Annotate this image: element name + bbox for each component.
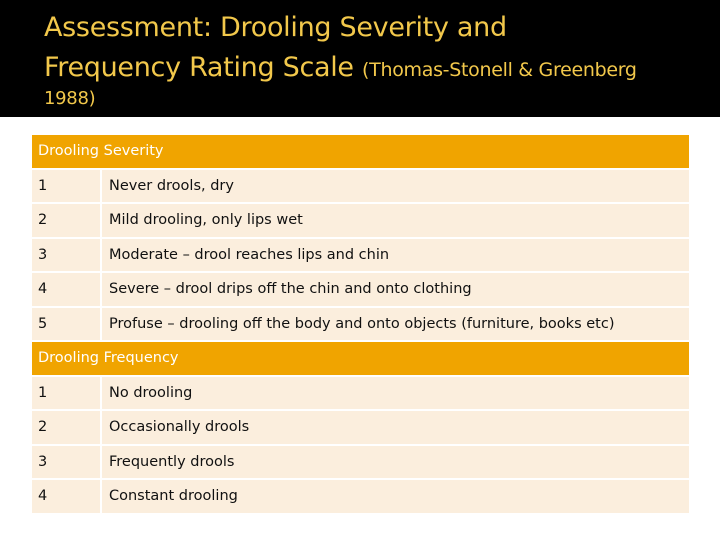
rating-scale-table [32,133,689,515]
rating-number: 3 [32,445,101,480]
section-header-frequency [32,341,689,376]
rating-number: 4 [32,272,101,307]
rating-description: Mild drooling, only lips wet [101,203,689,238]
table-row [32,479,689,514]
section-header-severity [32,134,689,169]
table-row [32,307,689,342]
title-bar [0,0,720,117]
title-line-2 [44,48,714,90]
section-header-label: Drooling Severity [32,134,689,169]
rating-number: 5 [32,307,101,342]
rating-number: 1 [32,376,101,411]
slide-title [44,8,714,109]
rating-description: Occasionally drools [101,410,689,445]
title-line-2-citation: (Thomas-Stonell & Greenberg [362,59,637,81]
title-line-3: 1988) [44,88,96,109]
table-row [32,203,689,238]
title-line-1: Assessment: Drooling Severity and [44,12,507,43]
rating-description: Moderate – drool reaches lips and chin [101,238,689,273]
rating-number: 2 [32,203,101,238]
rating-number: 1 [32,169,101,204]
table-row [32,410,689,445]
rating-description: Frequently drools [101,445,689,480]
rating-description: Never drools, dry [101,169,689,204]
rating-description: No drooling [101,376,689,411]
rating-number: 4 [32,479,101,514]
table-row [32,445,689,480]
rating-description: Profuse – drooling off the body and onto objects (furniture, books etc) [101,307,689,342]
rating-number: 3 [32,238,101,273]
rating-description: Severe – drool drips off the chin and onto clothing [101,272,689,307]
table-row [32,169,689,204]
rating-description: Constant drooling [101,479,689,514]
table-row [32,376,689,411]
title-line-2-main: Frequency Rating Scale [44,52,354,83]
table-row [32,238,689,273]
rating-number: 2 [32,410,101,445]
table-row [32,272,689,307]
section-header-label: Drooling Frequency [32,341,689,376]
